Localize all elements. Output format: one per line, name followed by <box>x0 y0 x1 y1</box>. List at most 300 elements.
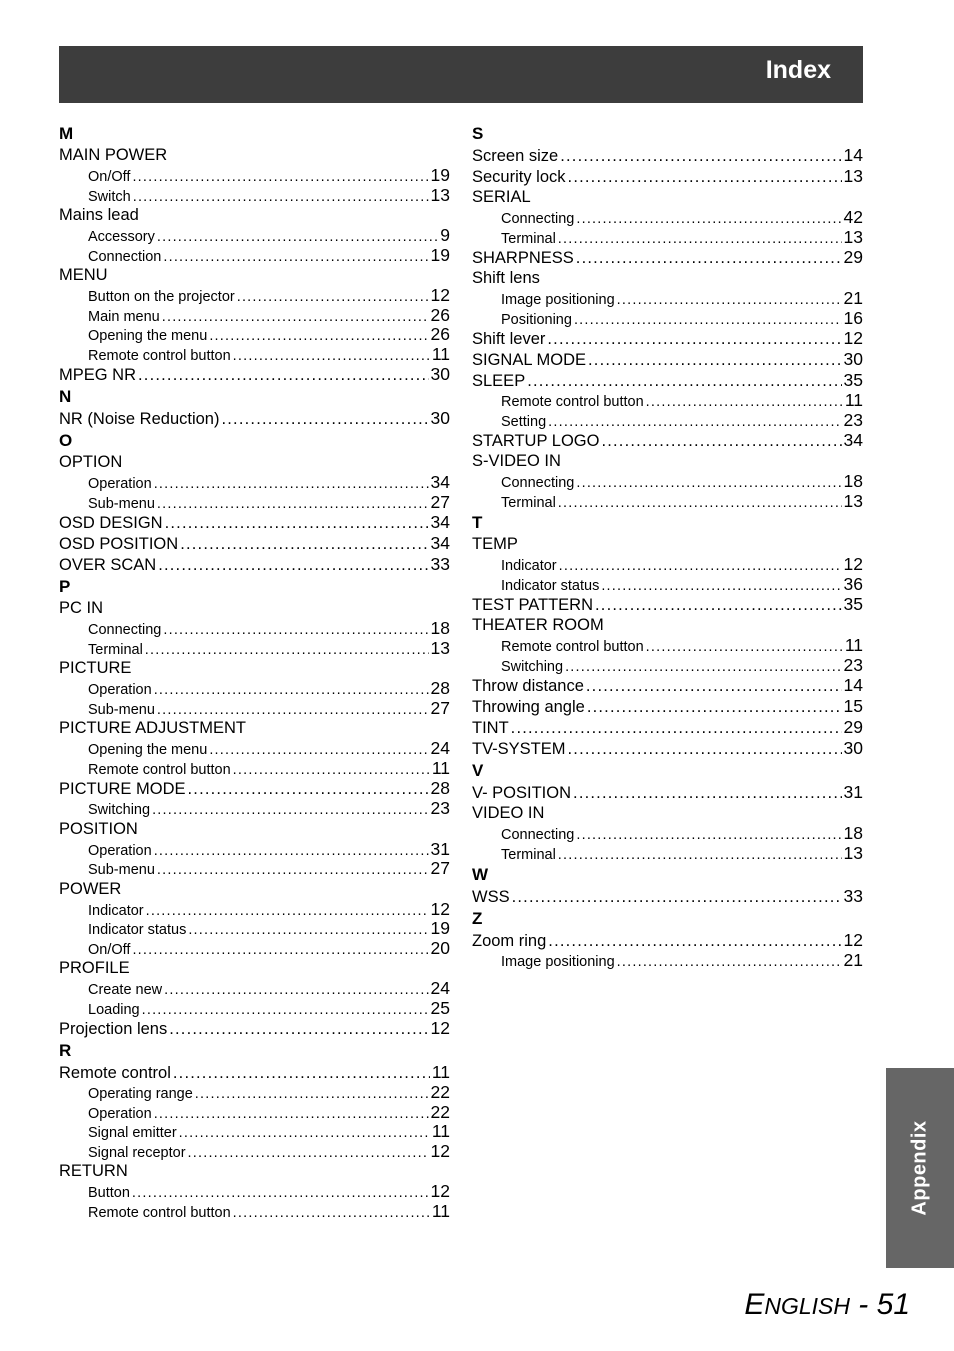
page-reference: 13 <box>843 226 863 247</box>
index-term: Signal receptor <box>88 1144 186 1161</box>
index-term: Throw distance <box>472 677 584 695</box>
dot-leader <box>617 953 842 973</box>
index-term: Terminal <box>88 641 143 658</box>
dot-leader <box>157 861 429 881</box>
index-term: SLEEP <box>472 372 526 390</box>
index-entry <box>472 187 863 208</box>
page-reference: 12 <box>843 328 863 348</box>
page-reference: 12 <box>843 554 863 574</box>
page-reference: 28 <box>430 678 450 698</box>
dot-leader <box>512 887 842 908</box>
dot-leader <box>133 188 429 208</box>
dot-leader <box>173 1063 430 1084</box>
dot-leader <box>646 393 843 413</box>
page-reference: 11 <box>844 635 863 655</box>
index-term: Image positioning <box>501 292 615 308</box>
index-entry <box>59 145 450 166</box>
index-term: Security lock <box>472 168 566 186</box>
index-term: Opening the menu <box>88 328 208 344</box>
index-entry <box>472 930 863 951</box>
dot-leader <box>595 595 842 616</box>
index-entry <box>472 349 863 370</box>
index-entry <box>472 328 863 349</box>
dot-leader <box>586 676 842 697</box>
index-term: Connecting <box>501 827 575 843</box>
page-reference: 23 <box>843 409 863 430</box>
index-term: VIDEO IN <box>472 804 545 822</box>
page-reference: 12 <box>430 285 450 305</box>
index-subentry <box>59 999 450 1019</box>
index-term: Switch <box>88 188 131 205</box>
index-subentry <box>472 472 863 492</box>
dot-leader <box>132 168 428 188</box>
page-reference: 33 <box>843 886 863 906</box>
index-letter-heading: M <box>59 124 74 143</box>
index-term: Operation <box>88 1105 152 1122</box>
page-reference: 36 <box>843 573 863 594</box>
index-term: Terminal <box>501 846 556 863</box>
dot-leader <box>233 347 430 367</box>
index-subentry <box>59 679 450 699</box>
dot-leader <box>568 167 842 188</box>
index-entry <box>472 534 863 555</box>
page-reference: 28 <box>430 778 450 798</box>
index-term: WSS <box>472 888 510 906</box>
page-reference: 27 <box>430 491 450 512</box>
index-subentry <box>472 411 863 431</box>
index-term: V- POSITION <box>472 784 572 802</box>
index-term: Remote control <box>59 1064 171 1082</box>
dot-leader <box>179 1124 430 1144</box>
page-reference: 29 <box>843 717 863 737</box>
index-entry <box>59 533 450 554</box>
page-reference: 30 <box>843 349 863 369</box>
dot-leader <box>164 981 428 1001</box>
index-term: SERIAL <box>472 188 531 206</box>
index-entry <box>59 205 450 226</box>
index-term: PROFILE <box>59 959 130 977</box>
page-reference: 13 <box>430 637 450 658</box>
dot-leader <box>146 902 429 922</box>
index-entry <box>59 512 450 533</box>
index-subentry <box>472 575 863 595</box>
page-reference: 34 <box>843 430 863 450</box>
index-term: THEATER ROOM <box>472 616 604 634</box>
index-term: Remote control button <box>88 1204 231 1221</box>
page-reference: 13 <box>430 184 450 205</box>
index-term: POSITION <box>59 819 138 838</box>
index-entry <box>472 145 863 166</box>
index-term: Zoom ring <box>472 932 547 950</box>
index-subentry <box>59 919 450 939</box>
page-reference: 9 <box>440 225 450 245</box>
index-subentry <box>59 1103 450 1123</box>
index-entry <box>472 247 863 268</box>
dot-leader <box>145 641 429 661</box>
page-reference: 25 <box>430 997 450 1018</box>
dot-leader <box>233 1204 430 1224</box>
index-letter-heading: T <box>472 513 483 532</box>
dot-leader <box>188 1144 429 1164</box>
page-reference: 11 <box>844 390 863 410</box>
dot-leader <box>132 1184 429 1204</box>
dot-leader <box>195 1085 429 1105</box>
footer-language-rest: NGLISH <box>764 1293 850 1319</box>
index-term: Remote control button <box>88 761 231 778</box>
page-reference: 21 <box>843 288 863 308</box>
page-reference: 19 <box>430 918 450 938</box>
footer-language-initial: E <box>744 1288 765 1321</box>
index-subentry <box>59 345 450 365</box>
index-term: PC IN <box>59 599 104 617</box>
dot-leader <box>559 557 842 577</box>
page-reference: 16 <box>843 307 863 328</box>
index-term: Remote control button <box>88 347 231 364</box>
dot-leader <box>142 1001 429 1021</box>
index-entry <box>472 803 863 824</box>
index-term: TEST PATTERN <box>472 596 594 614</box>
page-reference: 20 <box>430 937 450 958</box>
page-reference: 11 <box>431 1121 450 1141</box>
index-entry <box>59 778 450 799</box>
index-letter-heading: Z <box>472 909 483 928</box>
index-term: Projection lens <box>59 1020 168 1038</box>
index-column-right <box>472 122 863 971</box>
index-term: OVER SCAN <box>59 556 157 574</box>
index-subentry <box>59 979 450 999</box>
index-subentry <box>59 306 450 326</box>
dot-leader <box>188 921 428 941</box>
dot-leader <box>157 495 429 515</box>
page-reference: 30 <box>843 738 863 758</box>
index-term: Accessory <box>88 229 155 245</box>
dot-leader <box>576 826 841 846</box>
index-subentry <box>59 639 450 659</box>
index-term: Connecting <box>501 475 575 491</box>
index-term: Image positioning <box>501 954 615 970</box>
index-entry <box>472 717 863 738</box>
dot-leader <box>568 739 842 760</box>
dot-leader <box>548 413 841 433</box>
index-term: Loading <box>88 1001 140 1018</box>
dot-leader <box>558 494 842 514</box>
index-term: NR (Noise Reduction) <box>59 410 220 428</box>
index-subentry <box>472 824 863 844</box>
page-reference: 33 <box>430 554 450 574</box>
dot-leader <box>221 409 428 430</box>
index-term: On/Off <box>88 169 131 185</box>
dot-leader <box>565 658 841 678</box>
index-subentry <box>59 699 450 719</box>
index-subentry <box>59 325 450 345</box>
index-term: SIGNAL MODE <box>472 351 586 369</box>
dot-leader <box>152 801 428 821</box>
page-reference: 12 <box>430 898 450 919</box>
index-entry <box>472 675 863 696</box>
index-subentry <box>59 166 450 186</box>
index-term: MPEG NR <box>59 366 137 384</box>
index-subentry <box>472 844 863 864</box>
index-entry <box>472 268 863 289</box>
index-subentry <box>472 228 863 248</box>
dot-leader <box>548 931 841 952</box>
index-term: TEMP <box>472 535 518 553</box>
index-entry <box>59 408 450 429</box>
dot-leader <box>163 621 428 641</box>
appendix-tab[interactable] <box>886 1068 954 1268</box>
index-term: Sub-menu <box>88 862 155 878</box>
page-reference: 11 <box>431 757 450 778</box>
page-title: Index <box>765 56 831 84</box>
index-term: Indicator <box>88 902 144 919</box>
dot-leader <box>560 146 841 167</box>
dot-leader <box>154 1105 429 1125</box>
index-term: POWER <box>59 879 122 898</box>
index-subentry <box>472 656 863 676</box>
page-reference: 27 <box>430 858 450 878</box>
index-term: TINT <box>472 719 509 737</box>
dot-leader <box>511 718 842 739</box>
page-reference: 18 <box>843 823 863 843</box>
index-term: OSD DESIGN <box>59 514 163 532</box>
index-subentry <box>59 799 450 819</box>
index-entry <box>59 265 450 286</box>
dot-leader <box>154 475 429 495</box>
index-subentry <box>59 1083 450 1103</box>
dot-leader <box>576 210 841 230</box>
index-term: S-VIDEO IN <box>472 452 561 470</box>
page-reference: 31 <box>843 782 863 802</box>
index-subentry <box>472 636 863 656</box>
page-reference: 23 <box>430 798 450 818</box>
dot-leader <box>576 248 842 269</box>
index-term: Remote control button <box>501 394 644 410</box>
index-term: Signal emitter <box>88 1125 177 1141</box>
index-term: Operating range <box>88 1086 193 1102</box>
index-term: Sub-menu <box>88 495 155 512</box>
page-reference: 30 <box>430 408 450 428</box>
index-term: Remote control button <box>501 639 644 655</box>
index-subentry <box>59 1122 450 1142</box>
index-term: STARTUP LOGO <box>472 432 600 450</box>
index-term: SHARPNESS <box>472 249 574 267</box>
index-subentry <box>59 759 450 779</box>
page-reference: 22 <box>430 1082 450 1102</box>
index-subentry <box>59 1142 450 1162</box>
page-reference: 13 <box>843 166 863 186</box>
page-reference: 29 <box>843 247 863 267</box>
index-term: Operation <box>88 476 152 492</box>
index-entry <box>472 370 863 391</box>
dot-leader <box>233 761 430 781</box>
index-term: Connecting <box>88 622 162 638</box>
index-term: Connection <box>88 248 162 265</box>
index-entry <box>472 696 863 717</box>
index-term: Indicator status <box>88 922 187 938</box>
index-subentry <box>472 492 863 512</box>
index-term: Opening the menu <box>88 742 208 758</box>
page-reference: 11 <box>431 1062 450 1082</box>
page-reference: 19 <box>430 165 450 185</box>
index-subentry <box>59 1202 450 1222</box>
index-entry <box>59 718 450 739</box>
page-reference: 11 <box>431 1200 450 1221</box>
index-subentry <box>472 391 863 411</box>
index-term: PICTURE MODE <box>59 780 186 798</box>
page-reference: 11 <box>431 343 450 364</box>
dot-leader <box>601 431 841 452</box>
dot-leader <box>154 842 429 862</box>
index-term: Mains lead <box>59 206 139 224</box>
page-reference: 26 <box>430 304 450 325</box>
page-footer <box>744 1288 910 1322</box>
page-reference: 27 <box>430 697 450 718</box>
index-entry <box>59 958 450 979</box>
index-term: Shift lens <box>472 269 540 287</box>
dot-leader <box>646 638 843 658</box>
index-subentry <box>59 246 450 266</box>
index-entry <box>59 1062 450 1083</box>
index-letter-heading: W <box>472 865 489 884</box>
index-entry <box>59 658 450 679</box>
page-reference: 42 <box>843 207 863 227</box>
index-term: TV-SYSTEM <box>472 740 566 758</box>
dot-leader <box>237 288 429 308</box>
dot-leader <box>547 329 841 350</box>
page-reference: 24 <box>430 978 450 998</box>
index-subentry <box>59 840 450 860</box>
index-subentry <box>59 900 450 920</box>
index-subentry <box>59 186 450 206</box>
index-term: RETURN <box>59 1162 128 1180</box>
index-term: Setting <box>501 413 547 430</box>
index-term: OSD POSITION <box>59 535 179 553</box>
page-reference: 26 <box>430 324 450 344</box>
index-term: Shift lever <box>472 330 546 348</box>
index-entry <box>472 615 863 636</box>
page-reference: 12 <box>430 1018 450 1038</box>
page-reference: 14 <box>843 145 863 165</box>
dot-leader <box>588 350 842 371</box>
page-reference: 13 <box>843 490 863 511</box>
index-subentry <box>59 619 450 639</box>
index-subentry <box>472 289 863 309</box>
index-entry <box>59 598 450 619</box>
index-letter-heading: S <box>472 124 484 143</box>
index-term: Create new <box>88 982 163 998</box>
dot-leader <box>527 371 841 392</box>
index-entry <box>59 1018 450 1039</box>
page-reference: 19 <box>430 244 450 265</box>
index-subentry <box>472 951 863 971</box>
index-entry <box>472 166 863 187</box>
dot-leader <box>180 534 428 555</box>
page-reference: 13 <box>843 842 863 863</box>
index-entry <box>472 430 863 451</box>
page-reference: 12 <box>843 930 863 950</box>
index-term: MAIN POWER <box>59 146 168 164</box>
index-subentry <box>59 1182 450 1202</box>
page-reference: 34 <box>430 472 450 492</box>
index-term: Positioning <box>501 311 572 328</box>
index-term: Throwing angle <box>472 698 585 716</box>
page-reference: 18 <box>430 618 450 638</box>
page-reference: 24 <box>430 738 450 758</box>
index-subentry <box>59 939 450 959</box>
dot-leader <box>154 681 429 701</box>
index-entry <box>472 451 863 472</box>
dot-leader <box>209 327 428 347</box>
page-reference: 35 <box>843 370 863 390</box>
page-reference: 12 <box>430 1181 450 1201</box>
dot-leader <box>601 577 841 597</box>
dot-leader <box>558 846 842 866</box>
page-reference: 34 <box>430 512 450 532</box>
index-column-left <box>59 122 450 1221</box>
page-reference: 14 <box>843 675 863 695</box>
index-entry <box>59 879 450 900</box>
index-term: Button on the projector <box>88 289 235 305</box>
index-term: Button <box>88 1185 130 1201</box>
page-header <box>59 46 863 103</box>
index-term: Sub-menu <box>88 701 155 718</box>
page-reference: 18 <box>843 471 863 491</box>
dot-leader <box>574 311 842 331</box>
index-subentry <box>472 208 863 228</box>
index-letter-heading: R <box>59 1041 72 1060</box>
page-reference: 30 <box>430 364 450 384</box>
index-term: Screen size <box>472 147 559 165</box>
index-term: Connecting <box>501 211 575 227</box>
index-term: PICTURE <box>59 659 132 677</box>
dot-leader <box>163 248 428 268</box>
index-entry <box>59 364 450 385</box>
index-subentry <box>472 309 863 329</box>
index-letter-heading: V <box>472 761 484 780</box>
index-entry <box>472 782 863 803</box>
index-entry <box>59 452 450 473</box>
index-term: Indicator status <box>501 577 600 594</box>
index-term: Terminal <box>501 230 556 247</box>
index-subentry <box>59 226 450 246</box>
index-entry <box>59 1161 450 1182</box>
index-term: OPTION <box>59 453 123 471</box>
dot-leader <box>169 1019 428 1040</box>
page-reference: 22 <box>430 1101 450 1122</box>
page-reference: 35 <box>843 594 863 614</box>
index-subentry <box>59 859 450 879</box>
page-reference: 15 <box>843 696 863 716</box>
dot-leader <box>587 697 842 718</box>
index-subentry <box>59 473 450 493</box>
index-term: Terminal <box>501 494 556 511</box>
index-term: PICTURE ADJUSTMENT <box>59 719 247 737</box>
dot-leader <box>209 741 428 761</box>
index-term: Main menu <box>88 308 160 325</box>
dot-leader <box>132 941 428 961</box>
page-reference: 12 <box>430 1140 450 1161</box>
dot-leader <box>576 474 841 494</box>
index-term: Operation <box>88 682 152 698</box>
index-term: Switching <box>88 802 151 818</box>
page-reference: 34 <box>430 533 450 553</box>
dot-leader <box>165 513 429 534</box>
index-entry <box>472 594 863 615</box>
index-term: Operation <box>88 842 152 859</box>
index-term: Indicator <box>501 558 557 574</box>
index-term: MENU <box>59 266 108 284</box>
index-entry <box>472 738 863 759</box>
